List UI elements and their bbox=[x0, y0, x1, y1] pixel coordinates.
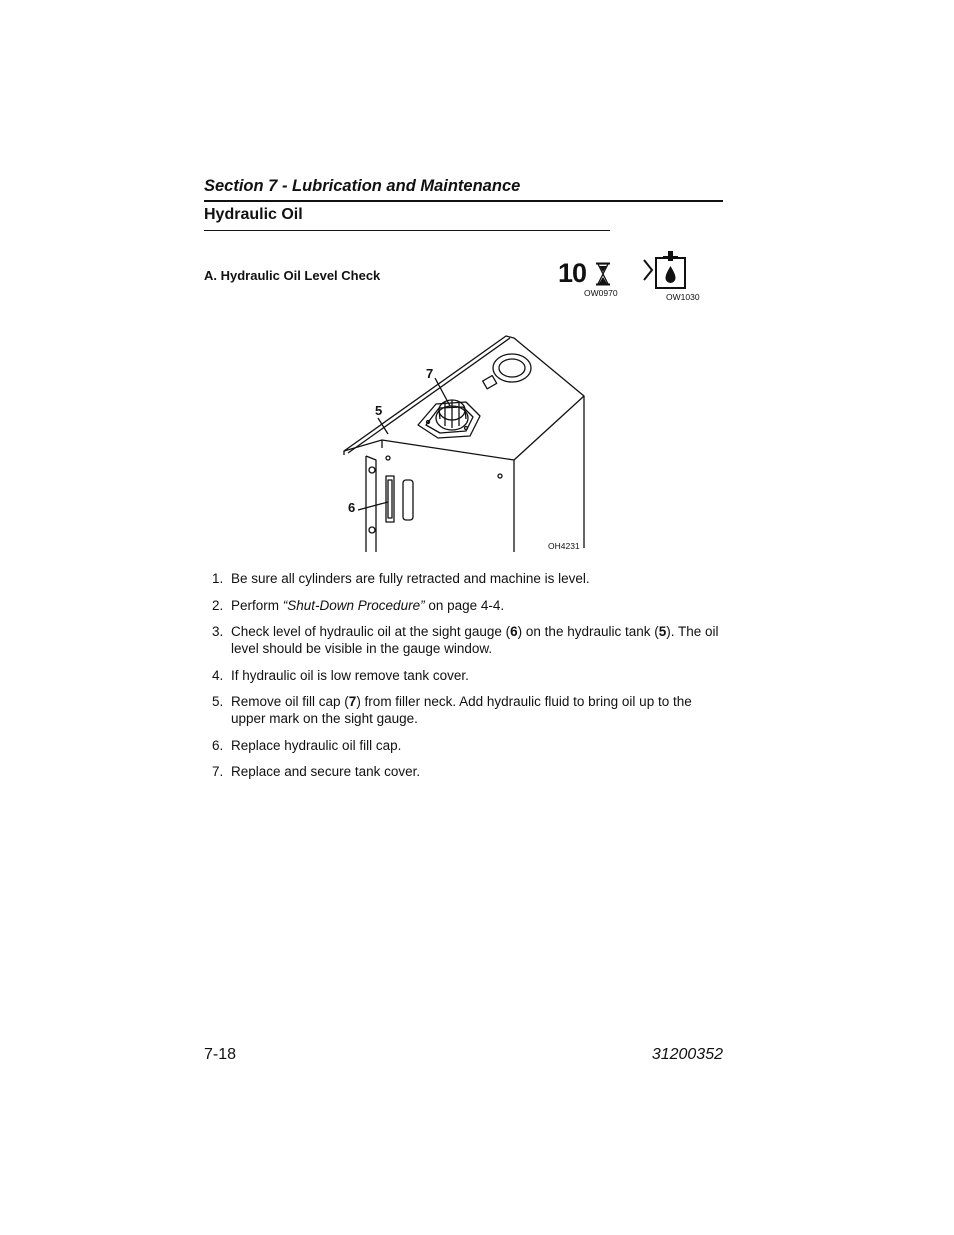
callout-5: 5 bbox=[375, 403, 383, 418]
procedure-reference: “Shut-Down Procedure” bbox=[282, 597, 425, 613]
hydraulic-fluid-icon bbox=[641, 250, 687, 290]
procedure-steps bbox=[204, 570, 724, 790]
hydraulic-tank-figure bbox=[338, 330, 600, 555]
step-item: 2. Perform “Shut-Down Procedure” on page 4-4. bbox=[212, 597, 505, 613]
callout-ref: 6 bbox=[510, 624, 518, 639]
page-number: 7-18 bbox=[204, 1046, 237, 1063]
header-rule bbox=[204, 200, 723, 202]
step-item: 1. Be sure all cylinders are fully retracted and machine is level. bbox=[212, 571, 590, 586]
callout-ref: 7 bbox=[348, 694, 357, 709]
subtitle-rule bbox=[204, 230, 610, 231]
section-title: Section 7 - Lubrication and Maintenance bbox=[204, 177, 521, 195]
page-subtitle: Hydraulic Oil bbox=[204, 206, 303, 223]
icon-code-ow0970: OW0970 bbox=[584, 288, 618, 298]
step-item: 6. Replace hydraulic oil fill cap. bbox=[212, 737, 402, 753]
callout-7: 7 bbox=[426, 366, 434, 381]
callout-ref: 5 bbox=[658, 624, 667, 639]
step-item: 3. Check level of hydraulic oil at the sight gauge (6) on the hydraulic tank (5). The oil level should be visible in the gauge window. bbox=[212, 624, 719, 656]
document-number: 31200352 bbox=[651, 1046, 723, 1063]
step-item: 7. Replace and secure tank cover. bbox=[212, 764, 421, 779]
hourglass-icon bbox=[595, 262, 611, 286]
icon-code-ow1030: OW1030 bbox=[666, 292, 700, 302]
step-item: 4. If hydraulic oil is low remove tank cover. bbox=[212, 667, 469, 683]
figure-code: OH4231 bbox=[548, 541, 580, 551]
step-item: 5. Remove oil fill cap (7) from filler neck. Add hydraulic fluid to bring oil up to the upper mark on the sight gauge. bbox=[212, 694, 692, 726]
procedure-heading: A. Hydraulic Oil Level Check bbox=[204, 268, 381, 283]
callout-6: 6 bbox=[348, 500, 356, 515]
interval-number: 10 bbox=[558, 258, 587, 288]
